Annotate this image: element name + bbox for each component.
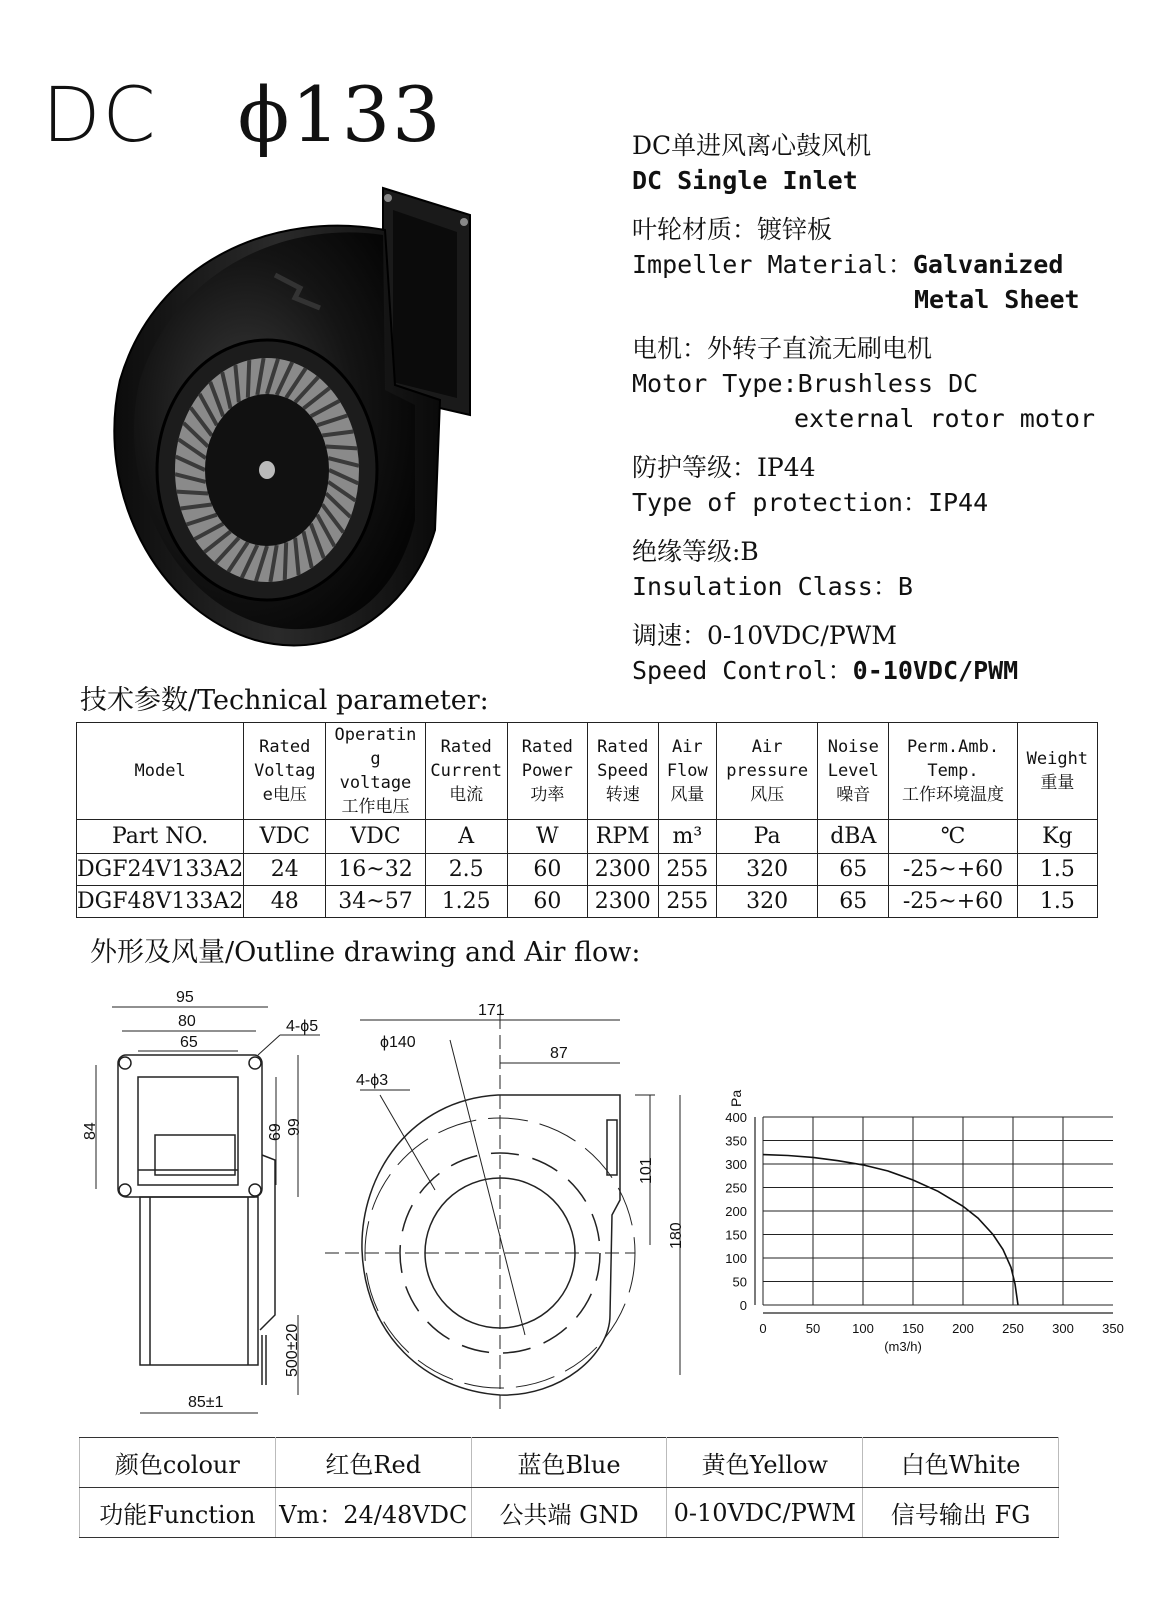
dim-label: 4-ϕ3	[356, 1072, 389, 1089]
table-row	[80, 1438, 1059, 1488]
column-header: Operatin g voltage 工作电压	[326, 723, 425, 820]
table-row	[80, 1488, 1059, 1538]
dim-label: 171	[478, 1002, 505, 1019]
spec-list	[632, 128, 1152, 702]
table-cell: 1.5	[1017, 854, 1097, 886]
table-cell: 60	[507, 854, 587, 886]
tech-parameter-heading: 技术参数/Technical parameter:	[80, 685, 489, 716]
table-cell: 16~32	[326, 854, 425, 886]
unit-cell: VDC	[244, 820, 326, 854]
wire-colour-cell: 颜色colour	[80, 1438, 276, 1488]
column-header: Rated Voltag e电压	[244, 723, 326, 820]
wire-colour-cell: 蓝色Blue	[471, 1438, 667, 1488]
column-header: Model	[77, 723, 244, 820]
model-size: ϕ133	[237, 70, 443, 159]
wire-function-cell: 信号输出 FG	[863, 1488, 1059, 1538]
unit-cell: W	[507, 820, 587, 854]
table-cell: -25~+60	[889, 886, 1017, 918]
table-cell: 320	[717, 886, 818, 918]
y-tick-label: 350	[725, 1133, 747, 1149]
unit-cell: RPM	[587, 820, 658, 854]
wire-function-cell: 0-10VDC/PWM	[667, 1488, 863, 1538]
model-prefix: DC	[42, 70, 158, 159]
column-header: Noise Level 噪音	[818, 723, 889, 820]
wire-colour-cell: 黄色Yellow	[667, 1438, 863, 1488]
unit-cell: Kg	[1017, 820, 1097, 854]
wire-function-cell: 功能Function	[80, 1488, 276, 1538]
table-cell: 2300	[587, 854, 658, 886]
x-tick-label: 200	[952, 1321, 974, 1336]
y-tick-label: 100	[725, 1251, 747, 1266]
table-cell: 1.5	[1017, 886, 1097, 918]
table-cell: DGF48V133A2	[77, 886, 244, 918]
spec-impeller: 叶轮材质：镀锌板 Impeller Material：Galvanized Metal Sheet	[632, 215, 1080, 314]
column-header: Rated Power 功率	[507, 723, 587, 820]
table-cell: 2300	[587, 886, 658, 918]
pressure-curve	[763, 1155, 1018, 1305]
blower-photo	[95, 170, 495, 670]
table-cell: 1.25	[425, 886, 507, 918]
table-cell: 24	[244, 854, 326, 886]
wire-colour-cell: 红色Red	[275, 1438, 471, 1488]
dim-label: 500±20	[284, 1323, 301, 1377]
unit-cell: Part NO.	[77, 820, 244, 854]
x-tick-label: 250	[1002, 1321, 1024, 1336]
unit-cell: Pa	[717, 820, 818, 854]
outline-heading: 外形及风量/Outline drawing and Air flow:	[90, 937, 641, 968]
table-row	[77, 886, 1098, 918]
unit-cell: A	[425, 820, 507, 854]
dim-label: 84	[82, 1122, 99, 1140]
dim-label: 87	[550, 1045, 568, 1062]
dim-label: 4-ϕ5	[286, 1018, 319, 1035]
x-tick-label: 300	[1052, 1321, 1074, 1336]
wire-function-cell: Vm：24/48VDC	[275, 1488, 471, 1538]
unit-cell: ℃	[889, 820, 1017, 854]
table-cell: 255	[658, 886, 716, 918]
unit-cell: VDC	[326, 820, 425, 854]
x-tick-label: 100	[852, 1321, 874, 1336]
table-cell: 2.5	[425, 854, 507, 886]
table-cell: DGF24V133A2	[77, 854, 244, 886]
spec-speed: 调速：0-10VDC/PWM Speed Control：0-10VDC/PWM	[632, 621, 1019, 685]
x-tick-label: 150	[902, 1321, 924, 1336]
wire-colour-cell: 白色White	[863, 1438, 1059, 1488]
column-header: Rated Speed 转速	[587, 723, 658, 820]
y-tick-label: 300	[725, 1157, 747, 1172]
x-axis-label: (m3/h)	[884, 1339, 922, 1354]
unit-cell: dBA	[818, 820, 889, 854]
table-cell: 320	[717, 854, 818, 886]
table-row	[77, 854, 1098, 886]
dim-label: 80	[178, 1013, 196, 1030]
y-tick-label: 50	[732, 1274, 747, 1290]
dim-label: 95	[176, 989, 194, 1006]
dim-label: 101	[638, 1157, 655, 1184]
table-cell: 255	[658, 854, 716, 886]
column-header: Weight 重量	[1017, 723, 1097, 820]
x-tick-label: 50	[805, 1321, 821, 1336]
side-view-dims	[356, 1002, 685, 1249]
table-cell: 65	[818, 886, 889, 918]
spec-insulation: 绝缘等级:B Insulation Class：B	[632, 537, 913, 601]
dim-label: 65	[180, 1034, 198, 1051]
dim-label: 69	[267, 1123, 284, 1141]
spec-type: DC单进风离心鼓风机 DC Single Inlet	[632, 131, 872, 195]
y-tick-label: 150	[725, 1227, 747, 1243]
outline-drawings	[80, 985, 1150, 1425]
dim-label: 180	[668, 1222, 685, 1249]
y-tick-label: 0	[739, 1298, 747, 1313]
airflow-chart	[725, 1090, 1124, 1354]
y-tick-label: 400	[725, 1110, 747, 1125]
x-tick-label: 0	[759, 1321, 767, 1336]
column-header: Air pressure 风压	[717, 723, 818, 820]
page-title	[42, 70, 442, 159]
table-cell: -25~+60	[889, 854, 1017, 886]
unit-cell: m³	[658, 820, 716, 854]
x-tick-label: 350	[1102, 1321, 1124, 1336]
column-header: Rated Current 电流	[425, 723, 507, 820]
table-cell: 65	[818, 854, 889, 886]
column-header: Air Flow 风量	[658, 723, 716, 820]
y-axis-label: Pa	[728, 1089, 744, 1107]
column-header: Perm.Amb. Temp. 工作环境温度	[889, 723, 1017, 820]
spec-protection: 防护等级：IP44 Type of protection：IP44	[632, 453, 989, 517]
table-cell: 60	[507, 886, 587, 918]
dim-label: 99	[286, 1118, 303, 1136]
front-view-dims	[82, 989, 318, 1411]
spec-motor: 电机：外转子直流无刷电机 Motor Type:Brushless DC external rotor motor	[632, 334, 1096, 433]
y-tick-label: 200	[725, 1204, 747, 1219]
table-cell: 48	[244, 886, 326, 918]
wiring-table	[79, 1437, 1059, 1538]
dim-label: 85±1	[188, 1394, 224, 1411]
technical-parameter-table	[76, 722, 1098, 918]
dim-label: ϕ140	[380, 1034, 416, 1051]
table-cell: 34~57	[326, 886, 425, 918]
y-tick-label: 250	[725, 1180, 747, 1196]
wire-function-cell: 公共端 GND	[471, 1488, 667, 1538]
